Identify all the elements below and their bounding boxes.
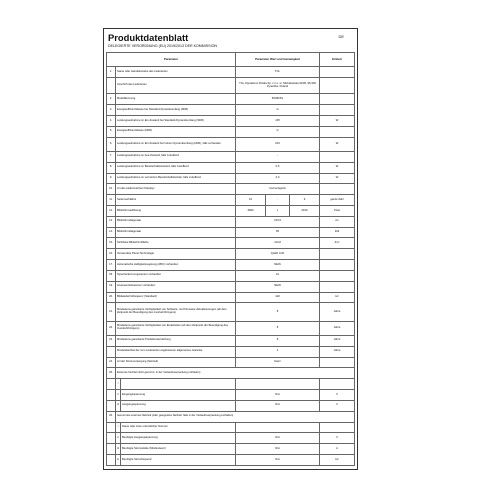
row-value: 135 [236,116,320,127]
row-number: 16. [107,249,116,260]
table-row [107,433,355,444]
row-label: Mindestens garantierte Verfügbarkeit von Ersatzteilen (ab dem Zeitpunkt der Beendigung des Inverkehrbringens) [116,321,236,335]
row-unit [320,270,355,281]
row-number: 21. [107,303,116,321]
row-unit [320,357,355,368]
row-number: 25. [107,368,116,379]
product-data-sheet [103,28,358,470]
row-value: TCL [236,67,320,78]
row-label: Energieeffizienzklasse (HDR) [116,126,236,137]
row-unit: Jahre [320,303,355,321]
table-row [107,151,355,162]
table-row [107,411,355,422]
row-value: Intern [236,357,320,368]
row-subindex: iv [116,454,121,465]
parameter-table [106,52,355,466]
header-value: Parameter Wert und Genauigkeit [236,53,320,67]
row-number [107,379,116,390]
row-unit [320,78,355,94]
table-row [107,137,355,151]
table-row [107,270,355,281]
row-number [107,422,116,433]
table-row [107,346,355,357]
row-value [236,379,320,390]
table-row [107,195,355,206]
row-label: Leistungsaufnahme im Ein-Zustand bei Standard-Dynamikumfang (SDR) [116,116,236,127]
row-number [107,400,116,411]
row-number: 17. [107,260,116,271]
row-unit: W [320,137,355,151]
row-value-separator: x [266,206,290,217]
row-label: Benötigte Stromstärke (Mindestwert) [121,444,236,455]
row-subindex: i [116,379,121,390]
row-label: Name oder Liste unterstützter Normen [121,422,236,433]
row-label: Modellkennung [116,94,236,105]
row-number [107,78,116,94]
row-number: 22. [107,321,116,335]
table-row [107,162,355,173]
row-value: NEIN [236,260,320,271]
row-unit [320,94,355,105]
row-number [107,433,116,444]
row-number: 19. [107,281,116,292]
row-value: 8 [236,303,320,321]
row-value: N/A [236,390,320,401]
table-row [107,173,355,184]
table-row [107,206,355,217]
document-title: Produktdatenblatt [108,32,189,43]
row-value: Fernsehgerät [236,184,320,195]
row-unit: Hz [320,292,355,303]
header-parameter: Parameter [107,53,236,67]
row-number: 7. [107,151,116,162]
table-row [107,303,355,321]
row-value-a: 3840 [236,206,266,217]
row-value: G [236,126,320,137]
row-value: JA [236,270,320,281]
row-unit: W [320,162,355,173]
row-value: 114,8 [236,238,320,249]
table-header-row [107,53,355,67]
table-row [107,379,355,390]
row-unit [320,151,355,162]
row-label: Externes Netzteil nicht genormt, in der Verkaufsverpackung enthalten) [116,368,355,379]
row-value: 120 [236,292,320,303]
table-row [107,249,355,260]
row-unit: ganze Zahl [320,195,355,206]
row-unit: cm [320,216,355,227]
row-label: Leistungsaufnahme im vernetzten Bereitschaftsbetrieb, falls zutreffend [116,173,236,184]
table-row [107,292,355,303]
row-number [107,444,116,455]
row-unit: Zoll [320,227,355,238]
row-label: Seitenverhältnis [116,195,236,206]
row-label: Mindestens garantierte Produktunterstützung [116,336,236,347]
row-value: 8 [236,321,320,335]
row-label: Sichtbare Bildschirmfläche [116,238,236,249]
row-label: Automatische Helligkeitsregelung (ABC) vorhanden [116,260,236,271]
row-number: 12. [107,206,116,217]
row-value: N/A [236,400,320,411]
row-label: Benötigte Ausgangsspannung [121,433,236,444]
row-value: QLED LCD [236,249,320,260]
header-unit: Einheit [320,53,355,67]
row-number: 2. [107,94,116,105]
row-unit [320,281,355,292]
table-row [107,390,355,401]
row-label: Benötigte Stromfrequenz [121,454,236,465]
row-number: 3. [107,105,116,116]
table-row [107,67,355,78]
table-row [107,126,355,137]
table-row [107,444,355,455]
row-number: 1. [107,67,116,78]
row-label: Leistungsaufnahme im Ein-Zustand bei hohem Dynamikumfang (HDR), falls vorhanden [116,137,236,151]
table-row [107,368,355,379]
row-unit [320,260,355,271]
table-row [107,400,355,411]
table-row [107,238,355,249]
table-row [107,357,355,368]
row-unit: V [320,390,355,401]
row-value: N/A [236,433,320,444]
row-subindex: ii [116,433,121,444]
table-row [107,422,355,433]
table-row [107,260,355,271]
row-label: Eingangsspannung [121,390,236,401]
row-label: Bildschirmdiagonale [116,216,236,227]
row-label: Bildschirmauflösung [116,206,236,217]
row-number: 26. [107,411,116,422]
row-value-separator: : [266,195,290,206]
row-value: N/A [236,444,320,455]
row-value-b: 9 [290,195,320,206]
row-value: 0,5 [236,162,320,173]
row-number: 8. [107,162,116,173]
row-label: Mindestlaufzeit der vom Lieferanten angebotenen allgemeinen Garantie [116,346,236,357]
row-number [107,454,116,465]
row-label: Energieeffizienzklasse bei Standard-Dynamikumfang (SDR) [116,105,236,116]
table-row [107,281,355,292]
table-row [107,227,355,238]
row-label [121,379,236,390]
row-label: Spracherkennungssensor vorhanden [116,270,236,281]
row-value: - [236,151,320,162]
row-unit [320,105,355,116]
row-number: 23. [107,336,116,347]
row-number: 10. [107,184,116,195]
row-value: TCL Operations Polska Sp. z o.o. ul. Michalowska 91/95, 96-300 Żyrardów, Poland [236,78,320,94]
row-unit [320,249,355,260]
row-unit [320,184,355,195]
row-unit: W [320,116,355,127]
row-number: 6. [107,137,116,151]
row-unit: V [320,400,355,411]
row-label: Leistungsaufnahme im Bereitschaftszustand, falls zutreffend [116,162,236,173]
row-unit: Jahre [320,321,355,335]
row-number [107,390,116,401]
row-value: N/A [236,454,320,465]
row-label: Mindestens garantierte Verfügbarkeit von Software- und Firmware-Aktualisierungen (ab dem Zeitpunkt der Beendigung des Inverkehrbringens) [116,303,236,321]
row-subindex: i [116,422,121,433]
row-unit [320,67,355,78]
row-subindex: iii [116,400,121,411]
row-subindex: iii [116,444,121,455]
table-row [107,336,355,347]
row-unit: Jahre [320,346,355,357]
table-row [107,184,355,195]
row-number: 4. [107,116,116,127]
row-number: 11. [107,195,116,206]
row-label: Bildschirmdiagonale [116,227,236,238]
table-row [107,94,355,105]
table-row [107,216,355,227]
row-number: 13. [107,216,116,227]
row-label: Leistungsaufnahme im Aus-Zustand, falls zutreffend [116,151,236,162]
row-number: 24. [107,357,116,368]
table-row [107,78,355,94]
row-unit: V [320,433,355,444]
row-value: 204 [236,137,320,151]
row-unit [320,126,355,137]
row-label: Genormtes externes Netzteil (oder geeignetes Netzteil, falls in der Verkaufsverpackung enthalten) [116,411,355,422]
row-label: Art des elektronischen Displays [116,184,236,195]
row-value: 65C815G [236,94,320,105]
row-value: 163,9 [236,216,320,227]
row-label: Verwendete Panel-Technologie [116,249,236,260]
row-label: Art der Stromversorgung (Netzteil) [116,357,236,368]
table-row [107,116,355,127]
row-number: 15. [107,238,116,249]
row-unit [320,422,355,433]
row-unit: W [320,173,355,184]
row-value [236,422,320,433]
row-value: G [236,105,320,116]
row-value-b: 2160 [290,206,320,217]
row-subindex: ii [116,390,121,401]
row-number [107,346,116,357]
table-row [107,105,355,116]
row-value: NEIN [236,281,320,292]
row-number: 18. [107,270,116,281]
row-label: Ausgangsspannung [121,400,236,411]
row-number: 9. [107,173,116,184]
row-number: 20. [107,292,116,303]
row-value: 2,0 [236,173,320,184]
row-number: 14. [107,227,116,238]
row-label: Bildwiederholfrequenz (Standard) [116,292,236,303]
table-row [107,454,355,465]
row-unit: Jahre [320,336,355,347]
row-unit: dm² [320,238,355,249]
row-value: 8 [236,336,320,347]
row-unit [320,379,355,390]
row-label: Name oder Handelsmarke des Lieferanten [116,67,236,78]
row-unit: A [320,444,355,455]
row-number: 5. [107,126,116,137]
table-row [107,321,355,335]
regulation-subtitle: DELEGIERTE VERORDNUNG (EU) 2019/2013 DER KOMMISSION [108,44,217,48]
language-code: DE [338,34,344,39]
row-unit: Pixel [320,206,355,217]
row-value: 2 [236,346,320,357]
row-label: Anwesenheitssensor vorhanden [116,281,236,292]
row-label: Anschrift des Lieferanten [116,78,236,94]
row-unit: Hz [320,454,355,465]
row-value: 65 [236,227,320,238]
row-value-a: 16 [236,195,266,206]
